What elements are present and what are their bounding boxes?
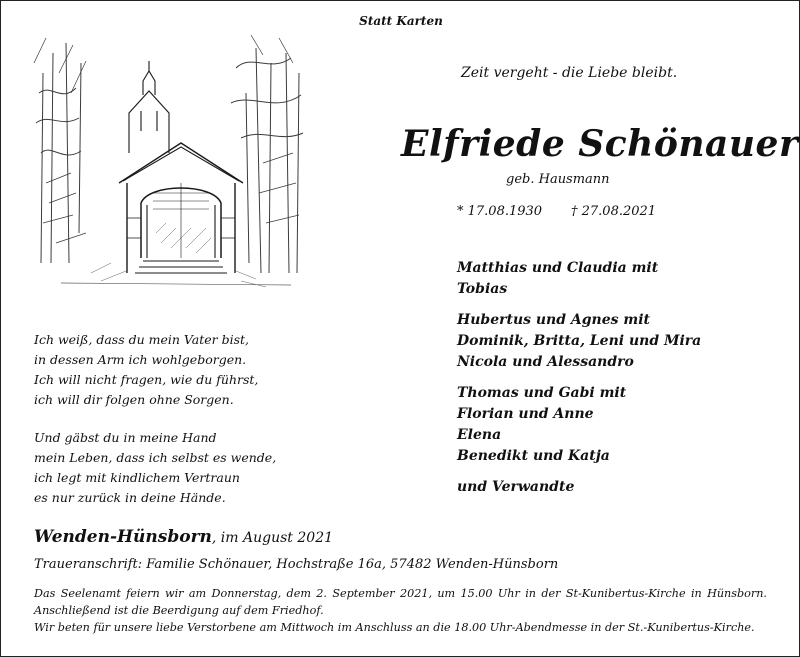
mourner-line: Nicola und Alessandro: [457, 354, 634, 370]
mourner-line: Thomas und Gabi mit: [457, 385, 627, 401]
mourners-group-2: [457, 310, 701, 373]
birth-date: * 17.08.1930: [457, 204, 543, 219]
trees-left: [34, 38, 86, 263]
maiden-name: geb. Hausmann: [506, 172, 610, 187]
trees-right: [231, 35, 303, 273]
details-line: Anschließend ist die Beerdigung auf dem Friedhof.: [34, 604, 324, 617]
mourner-line: Elena: [457, 427, 502, 443]
mourning-address: Traueranschrift: Familie Schönauer, Hochstraße 16a, 57482 Wenden-Hünsborn: [34, 557, 559, 572]
relatives-line: und Verwandte: [457, 479, 575, 495]
mourners-list: [457, 258, 701, 498]
mourner-line: Hubertus und Agnes mit: [457, 312, 650, 328]
mourner-line: Tobias: [457, 281, 508, 297]
poem-line: Ich weiß, dass du mein Vater bist,: [34, 332, 250, 347]
poem-line: in dessen Arm ich wohlgeborgen.: [34, 352, 247, 367]
deceased-name: Elfriede Schönauer: [401, 123, 799, 165]
mourners-group-1: [457, 258, 701, 300]
poem-stanza-1: [34, 330, 276, 410]
poem-line: Und gäbst du in meine Hand: [34, 430, 217, 445]
poem-line: Ich will nicht fragen, wie du führst,: [34, 372, 259, 387]
details-line: Das Seelenamt feiern wir am Donnerstag, dem 2. September 2021, um 15.00 Uhr in der St-Kunibertus-Kirche in Hünsborn.: [34, 587, 767, 600]
mourner-line: Florian und Anne: [457, 406, 594, 422]
mourner-line: Dominik, Britta, Leni und Mira: [457, 333, 702, 349]
header-statt-karten: Statt Karten: [359, 14, 443, 28]
place-date-line: [34, 527, 333, 547]
motto: Zeit vergeht - die Liebe bleibt.: [461, 65, 678, 81]
shading: [61, 223, 291, 287]
mourner-line: Matthias und Claudia mit: [457, 260, 659, 276]
death-date: † 27.08.2021: [571, 204, 657, 219]
chapel: [119, 61, 243, 273]
chapel-illustration: [31, 33, 308, 297]
mourners-group-3: [457, 383, 701, 467]
poem-stanza-2: [34, 428, 276, 508]
details-line: Wir beten für unsere liebe Verstorbene am Mittwoch im Anschluss an die 18.00 Uhr-Abendmesse in der St.-Kunibertus-Kirche.: [34, 621, 755, 634]
poem-line: ich will dir folgen ohne Sorgen.: [34, 392, 234, 407]
poem-line: mein Leben, dass ich selbst es wende,: [34, 450, 277, 465]
date: , im August 2021: [211, 530, 334, 546]
poem: [34, 330, 276, 526]
poem-line: ich legt mit kindlichem Vertraun: [34, 470, 240, 485]
mourner-line: Benedikt und Katja: [457, 448, 610, 464]
place: Wenden-Hünsborn: [34, 527, 212, 547]
service-details: [34, 585, 767, 636]
poem-line: es nur zurück in deine Hände.: [34, 490, 226, 505]
